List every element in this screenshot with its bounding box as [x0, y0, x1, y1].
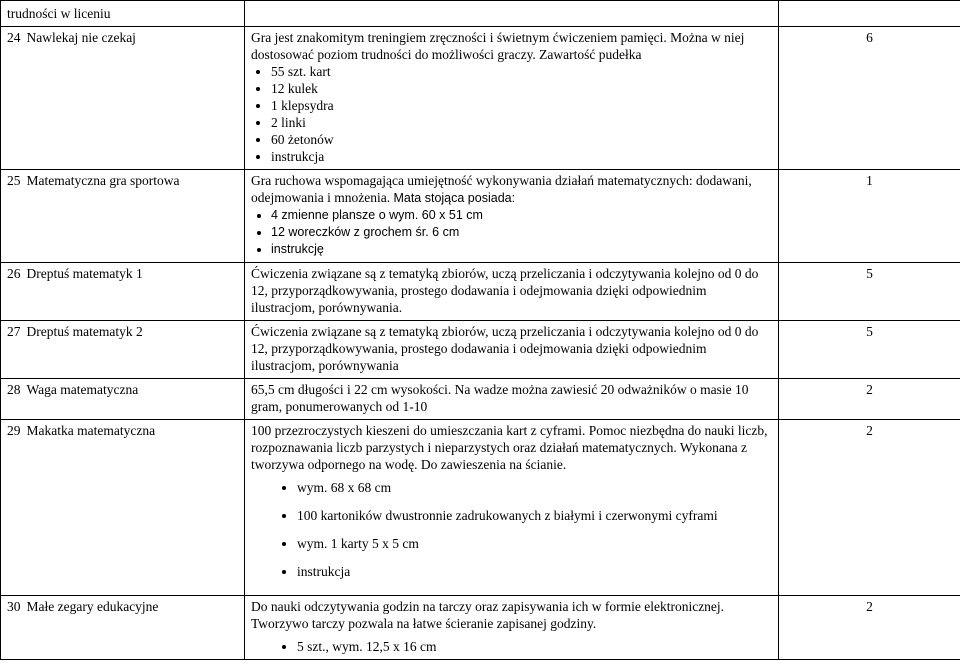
- item-name-cell: [1, 379, 245, 420]
- table-row: [1, 263, 960, 321]
- bullet-list: [251, 479, 772, 580]
- item-name: Małe zegary edukacyjne: [26, 599, 159, 614]
- item-qty-cell: [779, 379, 960, 420]
- list-item: • 12 kulek: [271, 80, 772, 97]
- table-row: [1, 420, 960, 596]
- item-number: 27: [7, 324, 21, 339]
- list-item: • instrukcję: [271, 241, 772, 258]
- bullet-list: [251, 63, 772, 165]
- item-name: Dreptuś matematyk 1: [26, 266, 143, 281]
- list-item: • instrukcja: [297, 563, 772, 580]
- table-row: [1, 27, 960, 170]
- item-quantity: 2: [866, 423, 873, 438]
- item-qty-cell: [779, 1, 960, 27]
- table-row: [1, 321, 960, 379]
- item-name-cell: [1, 1, 245, 27]
- item-name: Dreptuś matematyk 2: [26, 324, 143, 339]
- item-desc-cell: [245, 379, 779, 420]
- item-description: 65,5 cm długości i 22 cm wysokości. Na wadze można zawiesić 20 odważników o masie 10 gram, ponumerowanych od 1-10: [251, 382, 749, 414]
- list-item: • instrukcja: [271, 148, 772, 165]
- item-name-cell: [1, 27, 245, 170]
- item-name-cell: [1, 263, 245, 321]
- bullet-list: [251, 638, 772, 655]
- item-desc-cell: [245, 1, 779, 27]
- item-qty-cell: [779, 596, 960, 660]
- item-name-cell: [1, 170, 245, 263]
- bullet-list: [251, 207, 772, 258]
- item-desc-cell: [245, 170, 779, 263]
- table-row: [1, 1, 960, 27]
- item-desc-cell: [245, 321, 779, 379]
- list-item: • wym. 68 x 68 cm: [297, 479, 772, 496]
- item-name: Nawlekaj nie czekaj: [26, 30, 136, 45]
- item-qty-cell: [779, 321, 960, 379]
- item-number: 24: [7, 30, 21, 45]
- item-number: 30: [7, 599, 21, 614]
- item-description: Gra ruchowa wspomagająca umiejętność wykonywania działań matematycznych: dodawani, odejmowania i mnożenia.: [251, 173, 752, 205]
- item-name: Makatka matematyczna: [26, 423, 156, 438]
- list-item: • 60 żetonów: [271, 131, 772, 148]
- item-name-cell: [1, 321, 245, 379]
- item-desc-cell: [245, 27, 779, 170]
- table-row: [1, 379, 960, 420]
- item-name-cell: [1, 420, 245, 596]
- item-qty-cell: [779, 263, 960, 321]
- table-row: [1, 170, 960, 263]
- item-desc-cell: [245, 420, 779, 596]
- item-number: 25: [7, 173, 21, 188]
- item-quantity: 1: [866, 173, 873, 188]
- list-item: • 100 kartoników dwustronnie zadrukowanych z białymi i czerwonymi cyframi: [297, 507, 772, 524]
- item-quantity: 2: [866, 382, 873, 397]
- item-description: Ćwiczenia związane są z tematyką zbiorów, uczą przeliczania i odczytywania kolejno od 0 do 12, przyporządkowywania, prostego dodawania i odejmowania dzięki odpowiednim ilustracjom, porównywania.: [251, 266, 759, 315]
- item-name: Waga matematyczna: [26, 382, 139, 397]
- item-description-note: Mata stojąca posiada:: [393, 191, 516, 205]
- item-quantity: 6: [866, 30, 873, 45]
- table-row: [1, 596, 960, 660]
- item-desc-cell: [245, 596, 779, 660]
- item-name: Matematyczna gra sportowa: [26, 173, 180, 188]
- list-item: • wym. 1 karty 5 x 5 cm: [297, 535, 772, 552]
- item-number: 29: [7, 423, 21, 438]
- item-description: Gra jest znakomitym treningiem zręczności i świetnym ćwiczeniem pamięci. Można w niej dostosować poziom trudności do możliwości graczy. Zawartość pudełka: [251, 30, 745, 62]
- list-item: • 55 szt. kart: [271, 63, 772, 80]
- item-name-cell: [1, 596, 245, 660]
- list-item: • 1 klepsydra: [271, 97, 772, 114]
- list-item: • 12 woreczków z grochem śr. 6 cm: [271, 224, 772, 241]
- item-description: Do nauki odczytywania godzin na tarczy oraz zapisywania ich w formie elektronicznej. Tworzywo tarczy pozwala na łatwe ścieranie zapisanej godziny.: [251, 599, 725, 631]
- item-number: 26: [7, 266, 21, 281]
- item-number: 28: [7, 382, 21, 397]
- item-quantity: 5: [866, 324, 873, 339]
- item-quantity: 2: [866, 599, 873, 614]
- item-description: 100 przezroczystych kieszeni do umieszczania kart z cyframi. Pomoc niezbędna do nauki liczb, rozpoznawania liczb parzystych i nieparzystych oraz działań matematycznych. Wykonana z tworzywa odpornego na wodę. Do zawieszenia na ścianie.: [251, 423, 768, 472]
- item-qty-cell: [779, 170, 960, 263]
- item-name: trudności w liceniu: [7, 6, 111, 21]
- list-item: • 2 linki: [271, 114, 772, 131]
- list-item: • 4 zmienne plansze o wym. 60 x 51 cm: [271, 207, 772, 224]
- list-item: • 5 szt., wym. 12,5 x 16 cm: [297, 638, 772, 655]
- item-description: Ćwiczenia związane są z tematyką zbiorów, uczą przeliczania i odczytywania kolejno od 0 do 12, przyporządkowywania, prostego dodawania i odejmowania dzięki odpowiednim ilustracjom, porównywania: [251, 324, 759, 373]
- item-quantity: 5: [866, 266, 873, 281]
- item-qty-cell: [779, 420, 960, 596]
- item-desc-cell: [245, 263, 779, 321]
- item-qty-cell: [779, 27, 960, 170]
